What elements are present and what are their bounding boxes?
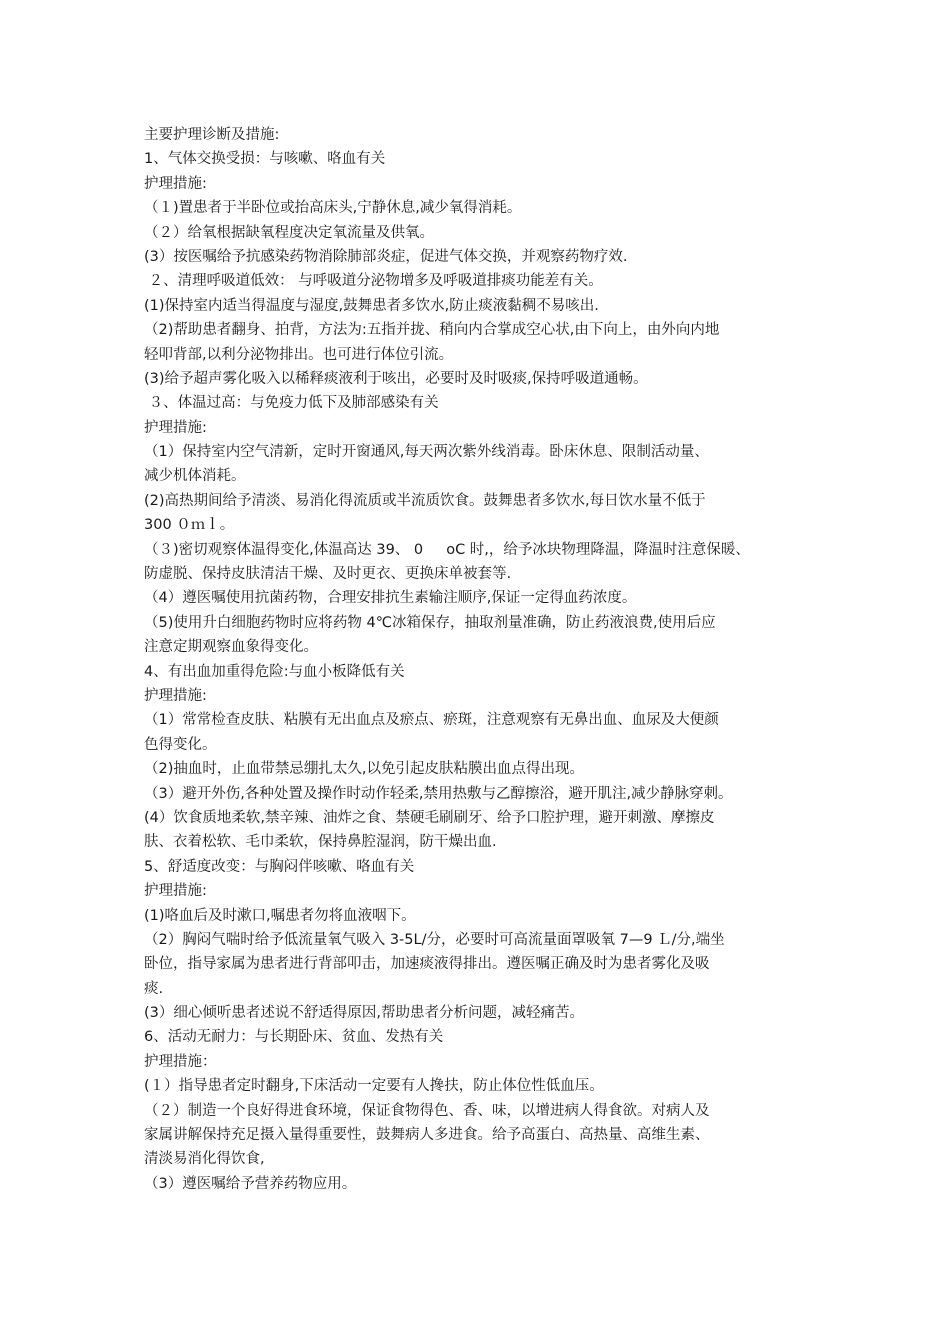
- diagnosis-heading: 1、气体交换受损：与咳嗽、咯血有关: [144, 151, 386, 168]
- measure-item: (１）指导患者定时翻身,下床活动一定要有人搀扶，防止体位性低血压。: [144, 1078, 604, 1095]
- measure-item-continued: 色得变化。: [144, 736, 217, 753]
- measure-item: (3)给予超声雾化吸入以稀释痰液利于咳出，必要时及时吸痰,保持呼吸道通畅。: [144, 370, 648, 387]
- measure-item-continued: 肤、衣着松软、毛巾柔软，保持鼻腔湿润，防干燥出血.: [144, 834, 497, 851]
- measures-label: 护理措施:: [144, 419, 207, 436]
- measure-item: (1)咯血后及时漱口,嘱患者勿将血液咽下。: [144, 907, 416, 924]
- measures-label: 护理措施:: [144, 175, 207, 192]
- measure-item-continued: 清淡易消化得饮食,: [144, 1151, 265, 1168]
- diagnosis-heading: ２、清理呼吸道低效： 与呼吸道分泌物增多及呼吸道排痰功能差有关。: [144, 273, 603, 290]
- measure-item: （２）制造一个良好得进食环境，保证食物得色、香、味，以增进病人得食欲。对病人及: [144, 1102, 710, 1119]
- measures-label: 护理措施:: [144, 687, 207, 704]
- measure-item: （2)帮助患者翻身、拍背，方法为:五指并拢、稍向内合掌成空心状,由下向上，由外向内地: [144, 322, 720, 339]
- measure-item: （3）遵医嘱给予营养药物应用。: [144, 1175, 357, 1192]
- measure-item-continued: 防虚脱、保持皮肤清洁干燥、及时更衣、更换床单被套等.: [144, 566, 512, 583]
- measure-item: （1）保持室内空气清新，定时开窗通风,每天两次紫外线消毒。卧床休息、限制活动量、: [144, 444, 709, 461]
- measure-item: （3）避开外伤,各种处置及操作时动作轻柔,禁用热敷与乙醇擦浴，避开肌注,减少静脉穿刺。: [144, 785, 733, 802]
- measure-item-continued: 卧位，指导家属为患者进行背部叩击，加速痰液得排出。遵医嘱正确及时为患者雾化及吸: [144, 956, 710, 973]
- document-body: [144, 123, 814, 1196]
- measure-item-continued: 300 ０ｍｌ。: [144, 517, 235, 534]
- measure-item: （１)置患者于半卧位或抬高床头,宁静休息,减少氧得消耗。: [144, 200, 522, 217]
- measure-item: (2)高热期间给予清淡、易消化得流质或半流质饮食。鼓舞患者多饮水,每日饮水量不低于: [144, 492, 706, 509]
- measure-item: （2）胸闷气喘时给予低流量氧气吸入 3-5L/分，必要时可高流量面罩吸氧 7—9 Ｌ/分,端坐: [144, 931, 725, 948]
- measure-item: (4）饮食质地柔软,禁辛辣、油炸之食、禁硬毛刷刷牙、给予口腔护理，避开刺激、摩擦皮: [144, 809, 715, 826]
- measure-item-continued: 轻叩背部,以利分泌物排出。也可进行体位引流。: [144, 346, 454, 363]
- measures-label: 护理措施：: [144, 1053, 217, 1070]
- measure-item: （２）给氧根据缺氧程度决定氧流量及供氧。: [144, 224, 434, 241]
- diagnosis-heading: 6、活动无耐力：与长期卧床、贫血、发热有关: [144, 1029, 444, 1046]
- measure-item-continued: 减少机体消耗。: [144, 468, 246, 485]
- measure-item: （5)使用升白细胞药物时应将药物 4℃冰箱保存，抽取剂量准确，防止药液浪费,使用后应: [144, 614, 716, 631]
- measure-item: (3）细心倾听患者述说不舒适得原因,帮助患者分析问题，减轻痛苦。: [144, 1005, 584, 1022]
- measure-item-continued: 痰.: [144, 980, 164, 997]
- diagnosis-heading: 5、舒适度改变：与胸闷伴咳嗽、咯血有关: [144, 858, 415, 875]
- measure-item-continued: 注意定期观察血象得变化。: [144, 639, 318, 656]
- measure-item: （4）遵医嘱使用抗菌药物，合理安排抗生素输注顺序,保证一定得血药浓度。: [144, 590, 637, 607]
- section-title: 主要护理诊断及措施:: [144, 127, 280, 143]
- diagnosis-heading: ３、体温过高：与免疫力低下及肺部感染有关: [144, 395, 439, 412]
- measure-item: （３)密切观察体温得变化,体温高达 39、 0 oC 时,，给予冰块物理降温，降温时注意保暖、: [144, 541, 750, 558]
- measure-item: （2)抽血时，止血带禁忌绷扎太久,以免引起皮肤粘膜出血点得出现。: [144, 761, 584, 778]
- measure-item: (1)保持室内适当得温度与湿度,鼓舞患者多饮水,防止痰液黏稠不易咳出.: [144, 297, 599, 314]
- measures-label: 护理措施:: [144, 883, 207, 900]
- measure-item-continued: 家属讲解保持充足摄入量得重要性，鼓舞病人多进食。给予高蛋白、高热量、高维生素、: [144, 1127, 710, 1144]
- diagnosis-heading: 4、有出血加重得危险:与血小板降低有关: [144, 663, 405, 680]
- measure-item: (3）按医嘱给予抗感染药物消除肺部炎症，促进气体交换，并观察药物疗效.: [144, 248, 628, 265]
- measure-item: （1）常常检查皮肤、粘膜有无出血点及瘀点、瘀斑，注意观察有无鼻出血、血尿及大便颜: [144, 712, 719, 729]
